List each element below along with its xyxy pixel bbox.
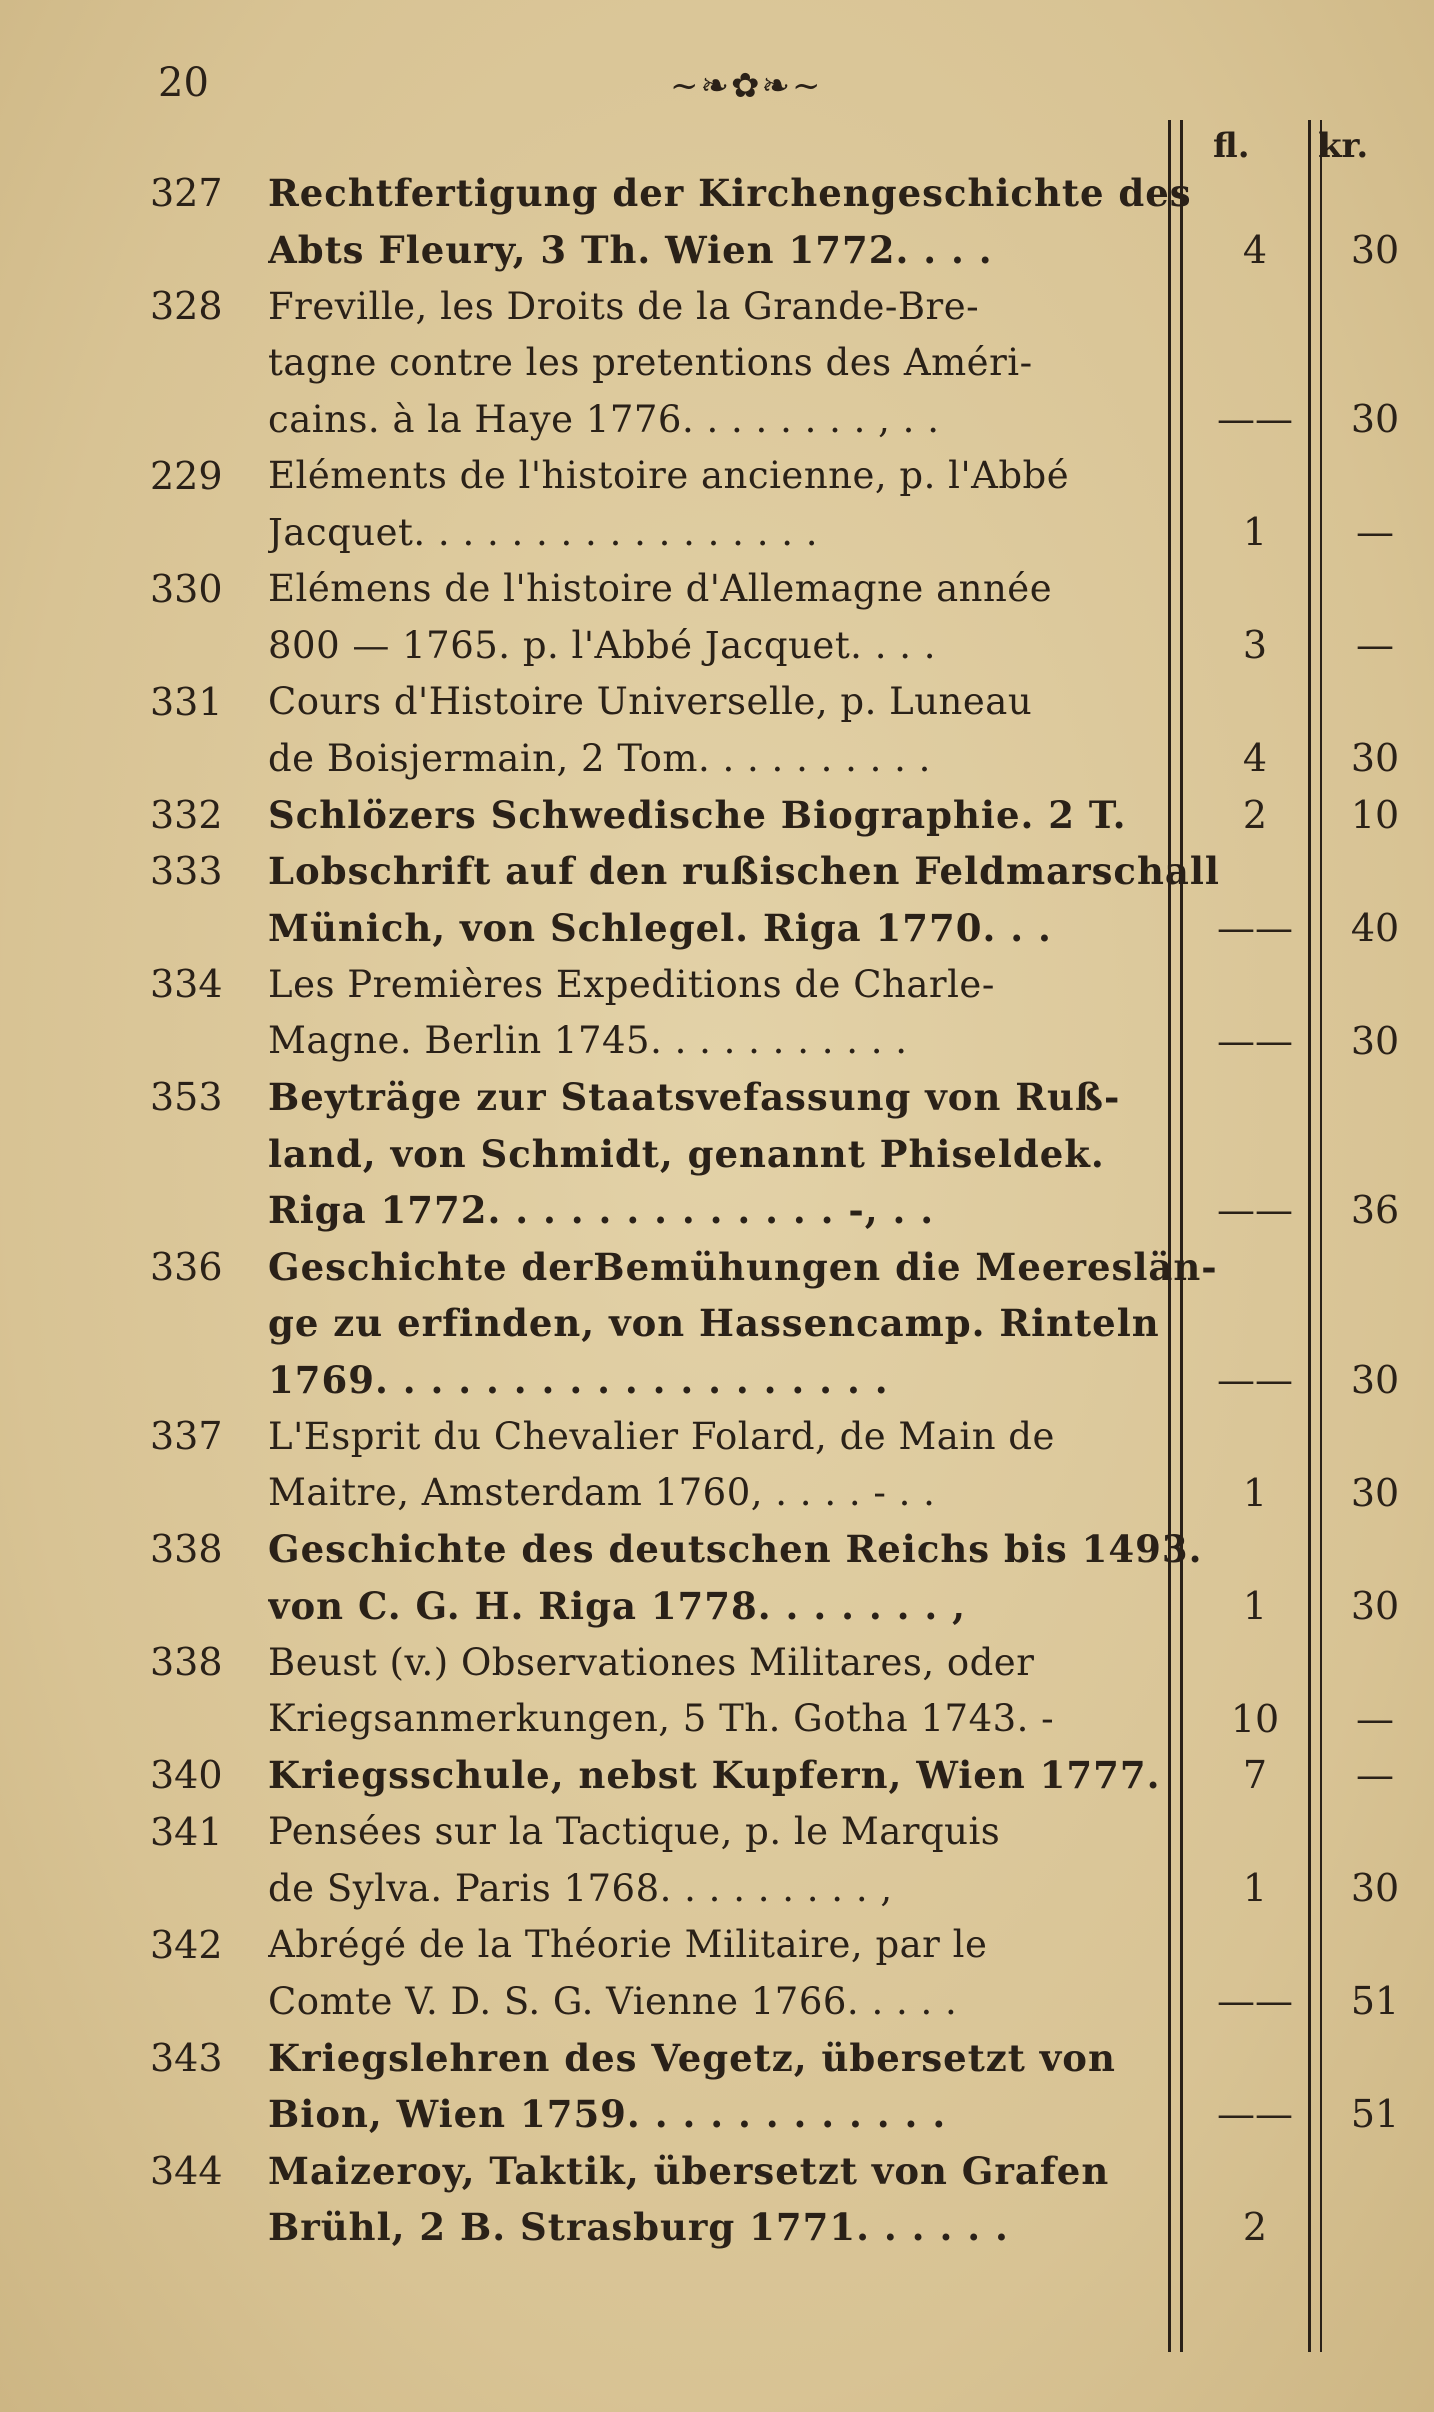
catalog-entry bbox=[150, 1239, 1430, 1409]
entry-line bbox=[150, 1747, 1430, 1804]
price-kr: 51 bbox=[1350, 2092, 1400, 2137]
entry-line bbox=[150, 1578, 1430, 1635]
price-kr: 30 bbox=[1350, 1018, 1400, 1063]
entry-text: Abts Fleury, 3 Th. Wien 1772. . . . bbox=[268, 227, 993, 272]
catalog-entries bbox=[150, 165, 1430, 2256]
entry-number: 334 bbox=[150, 962, 223, 1007]
entry-text: Kriegsschule, nebst Kupfern, Wien 1777. bbox=[268, 1753, 1161, 1798]
column-header-fl: fl. bbox=[1213, 126, 1250, 166]
entry-text: Elémens de l'histoire d'Allemagne année bbox=[268, 567, 1053, 611]
entry-text: Magne. Berlin 1745. . . . . . . . . . . bbox=[268, 1019, 908, 1063]
catalog-entry bbox=[150, 1634, 1430, 1747]
price-fl: —— bbox=[1217, 2092, 1293, 2137]
catalog-entry bbox=[150, 674, 1430, 787]
price-kr: 30 bbox=[1350, 1583, 1400, 1628]
entry-text: Brühl, 2 B. Strasburg 1771. . . . . . bbox=[268, 2205, 1009, 2250]
entry-text: Eléments de l'histoire ancienne, p. l'Abbé bbox=[268, 454, 1070, 498]
price-kr: 30 bbox=[1350, 1866, 1400, 1911]
price-fl: —— bbox=[1217, 1357, 1293, 1402]
price-fl: 4 bbox=[1242, 227, 1268, 272]
price-kr: 30 bbox=[1350, 227, 1400, 272]
entry-line bbox=[150, 1408, 1430, 1465]
entry-number: 332 bbox=[150, 792, 223, 837]
price-kr: 36 bbox=[1350, 1188, 1400, 1233]
entry-line bbox=[150, 2030, 1430, 2087]
price-fl: —— bbox=[1217, 1018, 1293, 1063]
price-kr: 10 bbox=[1350, 792, 1400, 837]
entry-number: 338 bbox=[150, 1527, 223, 1572]
entry-text: Pensées sur la Tactique, p. le Marquis bbox=[268, 1810, 1001, 1854]
entry-text: Freville, les Droits de la Grande-Bre- bbox=[268, 284, 980, 328]
catalog-entry bbox=[150, 2143, 1430, 2256]
catalog-entry bbox=[150, 1069, 1430, 1239]
entry-text: Bion, Wien 1759. . . . . . . . . . . . bbox=[268, 2092, 947, 2137]
price-fl: 1 bbox=[1242, 510, 1268, 555]
entry-number: 331 bbox=[150, 679, 223, 724]
entry-line bbox=[150, 1521, 1430, 1578]
entry-line bbox=[150, 2086, 1430, 2143]
entry-line bbox=[150, 956, 1430, 1013]
price-fl: 1 bbox=[1242, 1866, 1268, 1911]
catalog-entry bbox=[150, 1747, 1430, 1804]
catalog-entry bbox=[150, 1521, 1430, 1634]
entry-line bbox=[150, 561, 1430, 618]
entry-text: Schlözers Schwedische Biographie. 2 T. bbox=[268, 792, 1127, 837]
entry-text: Geschichte des deutschen Reichs bis 1493. bbox=[268, 1527, 1203, 1572]
entry-line bbox=[150, 504, 1430, 561]
price-kr: 30 bbox=[1350, 1357, 1400, 1402]
entry-text: Kriegslehren des Vegetz, übersetzt von bbox=[268, 2035, 1116, 2080]
price-kr: — bbox=[1356, 1696, 1394, 1741]
catalog-entry bbox=[150, 561, 1430, 674]
entry-text: Les Premières Expeditions de Charle- bbox=[268, 962, 995, 1006]
entry-number: 229 bbox=[150, 453, 223, 498]
entry-number: 344 bbox=[150, 2148, 223, 2193]
price-fl: 1 bbox=[1242, 1583, 1268, 1628]
entry-line bbox=[150, 1352, 1430, 1409]
entry-line bbox=[150, 391, 1430, 448]
entry-line bbox=[150, 2143, 1430, 2200]
entry-number: 340 bbox=[150, 1753, 223, 1798]
entry-line bbox=[150, 1126, 1430, 1183]
entry-text: Comte V. D. S. G. Vienne 1766. . . . . bbox=[268, 1979, 958, 2023]
entry-text: Jacquet. . . . . . . . . . . . . . . . . bbox=[268, 510, 819, 554]
price-fl: 4 bbox=[1242, 736, 1268, 781]
catalog-entry bbox=[150, 448, 1430, 561]
entry-line bbox=[150, 787, 1430, 844]
entry-text: de Boisjermain, 2 Tom. . . . . . . . . . bbox=[268, 736, 931, 780]
entry-line bbox=[150, 222, 1430, 279]
price-fl: 7 bbox=[1242, 1753, 1268, 1798]
entry-text: cains. à la Haye 1776. . . . . . . . , . . bbox=[268, 397, 940, 441]
catalog-entry bbox=[150, 1408, 1430, 1521]
price-fl: 10 bbox=[1230, 1696, 1280, 1741]
entry-text: Rechtfertigung der Kirchengeschichte des bbox=[268, 171, 1192, 216]
entry-line bbox=[150, 674, 1430, 731]
entry-number: 327 bbox=[150, 171, 223, 216]
price-kr: 51 bbox=[1350, 1979, 1400, 2024]
entry-line bbox=[150, 1013, 1430, 1070]
catalog-entry bbox=[150, 2030, 1430, 2143]
price-fl: —— bbox=[1217, 1979, 1293, 2024]
page-number: 20 bbox=[158, 60, 209, 106]
catalog-entry bbox=[150, 956, 1430, 1069]
entry-text: de Sylva. Paris 1768. . . . . . . . . , bbox=[268, 1866, 893, 1910]
price-fl: —— bbox=[1217, 1188, 1293, 1233]
entry-line bbox=[150, 2199, 1430, 2256]
entry-number: 342 bbox=[150, 1922, 223, 1967]
entry-text: tagne contre les pretentions des Améri- bbox=[268, 341, 1033, 385]
entry-line bbox=[150, 1465, 1430, 1522]
entry-line bbox=[150, 1295, 1430, 1352]
entry-line bbox=[150, 617, 1430, 674]
catalog-entry bbox=[150, 278, 1430, 448]
price-kr: 30 bbox=[1350, 1470, 1400, 1515]
entry-text: Kriegsanmerkungen, 5 Th. Gotha 1743. - bbox=[268, 1697, 1055, 1741]
entry-number: 337 bbox=[150, 1414, 223, 1459]
entry-line bbox=[150, 1069, 1430, 1126]
entry-number: 353 bbox=[150, 1075, 223, 1120]
entry-text: Abrégé de la Théorie Militaire, par le bbox=[268, 1923, 988, 1967]
entry-line bbox=[150, 1917, 1430, 1974]
entry-line bbox=[150, 335, 1430, 392]
entry-line bbox=[150, 730, 1430, 787]
entry-text: Beust (v.) Observationes Militares, oder bbox=[268, 1640, 1035, 1684]
entry-line bbox=[150, 278, 1430, 335]
entry-number: 338 bbox=[150, 1640, 223, 1685]
header-ornament-icon: ~❧✿❧~ bbox=[670, 66, 823, 106]
entry-line bbox=[150, 900, 1430, 957]
entry-number: 343 bbox=[150, 2035, 223, 2080]
price-kr: — bbox=[1356, 1753, 1394, 1798]
entry-text: 800 — 1765. p. l'Abbé Jacquet. . . . bbox=[268, 623, 937, 667]
price-fl: —— bbox=[1217, 905, 1293, 950]
price-fl: 2 bbox=[1242, 792, 1268, 837]
entry-line bbox=[150, 448, 1430, 505]
entry-line bbox=[150, 1804, 1430, 1861]
catalog-entry bbox=[150, 165, 1430, 278]
entry-number: 333 bbox=[150, 849, 223, 894]
entry-text: Maizeroy, Taktik, übersetzt von Grafen bbox=[268, 2148, 1110, 2193]
entry-number: 328 bbox=[150, 284, 223, 329]
entry-line bbox=[150, 1691, 1430, 1748]
price-kr: — bbox=[1356, 510, 1394, 555]
entry-line bbox=[150, 1239, 1430, 1296]
entry-text: Beyträge zur Staatsvefassung von Ruß- bbox=[268, 1075, 1121, 1120]
entry-number: 336 bbox=[150, 1244, 223, 1289]
entry-line bbox=[150, 1973, 1430, 2030]
catalog-entry bbox=[150, 1917, 1430, 2030]
column-header-kr: kr. bbox=[1318, 126, 1369, 166]
entry-line bbox=[150, 843, 1430, 900]
entry-number: 341 bbox=[150, 1809, 223, 1854]
price-fl: 2 bbox=[1242, 2205, 1268, 2250]
entry-text: Riga 1772. . . . . . . . . . . . . -, . . bbox=[268, 1188, 935, 1233]
price-fl: —— bbox=[1217, 397, 1293, 442]
entry-text: von C. G. H. Riga 1778. . . . . . . , bbox=[268, 1583, 967, 1628]
entry-text: Cours d'Histoire Universelle, p. Luneau bbox=[268, 680, 1033, 724]
entry-text: Maitre, Amsterdam 1760, . . . . - . . bbox=[268, 1471, 936, 1515]
entry-text: Lobschrift auf den rußischen Feldmarschall bbox=[268, 849, 1220, 894]
entry-text: land, von Schmidt, genannt Phiseldek. bbox=[268, 1131, 1105, 1176]
entry-text: 1769. . . . . . . . . . . . . . . . . . . bbox=[268, 1357, 889, 1402]
catalog-entry bbox=[150, 843, 1430, 956]
entry-line bbox=[150, 1182, 1430, 1239]
price-fl: 3 bbox=[1242, 623, 1268, 668]
price-fl: 1 bbox=[1242, 1470, 1268, 1515]
catalog-entry bbox=[150, 1804, 1430, 1917]
entry-text: L'Esprit du Chevalier Folard, de Main de bbox=[268, 1414, 1055, 1458]
entry-text: Münich, von Schlegel. Riga 1770. . . bbox=[268, 905, 1052, 950]
catalog-entry bbox=[150, 787, 1430, 844]
price-kr: 30 bbox=[1350, 736, 1400, 781]
entry-line bbox=[150, 1860, 1430, 1917]
price-kr: — bbox=[1356, 623, 1394, 668]
entry-text: Geschichte derBemühungen die Meereslän- bbox=[268, 1244, 1218, 1289]
price-kr: 40 bbox=[1350, 905, 1400, 950]
entry-line bbox=[150, 165, 1430, 222]
price-kr: 30 bbox=[1350, 397, 1400, 442]
entry-text: ge zu erfinden, von Hassencamp. Rinteln bbox=[268, 1301, 1160, 1346]
entry-number: 330 bbox=[150, 566, 223, 611]
entry-line bbox=[150, 1634, 1430, 1691]
